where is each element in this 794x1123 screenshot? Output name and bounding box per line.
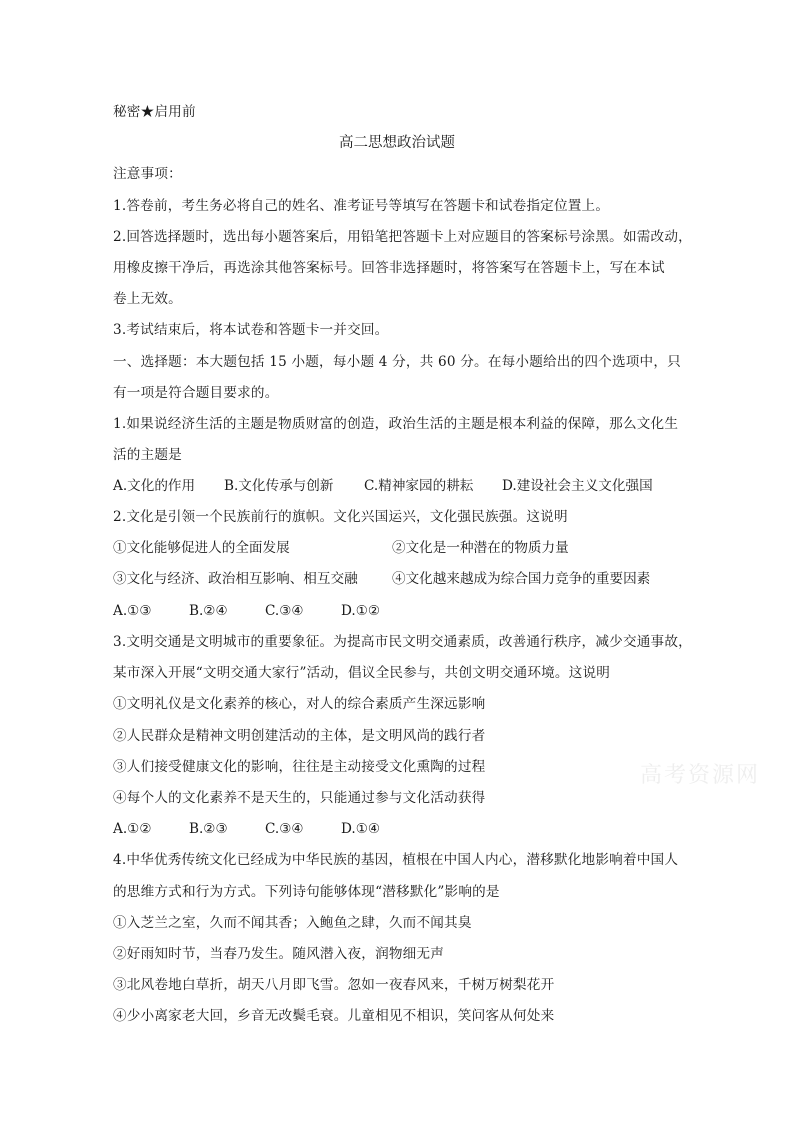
section-1-line-1: 一、选择题：本大题包括 15 小题，每小题 4 分，共 60 分。在每小题给出的四个选项中，只	[113, 354, 681, 370]
q4-stem-line-2: 的思维方式和行为方式。下列诗句能够体现“潜移默化”影响的是	[113, 884, 500, 900]
section-1-line-2: 有一项是符合题目要求的。	[113, 385, 279, 401]
q3-statement-2: ②人民群众是精神文明创建活动的主体，是文明风尚的践行者	[113, 728, 486, 744]
q3-option-c: C.③④	[265, 821, 304, 837]
note-3: 3.考试结束后，将本试卷和答题卡一并交回。	[113, 322, 389, 338]
q3-option-b: B.②③	[189, 821, 228, 837]
q4-stem-line-1: 4.中华优秀传统文化已经成为中华民族的基因，植根在中国人内心，潜移默化地影响着中国人	[113, 852, 679, 868]
q3-statement-4: ④每个人的文化素养不是天生的，只能通过参与文化活动获得	[113, 790, 486, 806]
q2-option-d: D.①②	[341, 603, 381, 619]
q2-option-b: B.②④	[189, 603, 228, 619]
note-2-line-3: 卷上无效。	[113, 291, 182, 307]
secret-label: 秘密★启用前	[113, 104, 196, 120]
q3-stem-line-1: 3.文明交通是文明城市的重要象征。为提高市民文明交通素质，改善通行秩序，减少交通事故，	[113, 634, 692, 650]
q1-option-a: A.文化的作用	[113, 478, 196, 494]
q4-statement-2: ②好雨知时节，当春乃发生。随风潜入夜，润物细无声	[113, 946, 445, 962]
q2-stem: 2.文化是引领一个民族前行的旗帜。文化兴国运兴，文化强民族强。这说明	[113, 509, 568, 525]
q2-statement-2: ②文化是一种潜在的物质力量	[392, 540, 569, 556]
q3-option-d: D.①④	[341, 821, 381, 837]
q1-option-b: B.文化传承与创新	[224, 478, 334, 494]
page-title: 高二思想政治试题	[339, 135, 455, 151]
q3-statement-1: ①文明礼仪是文化素养的核心，对人的综合素质产生深远影响	[113, 696, 486, 712]
q2-option-a: A.①③	[113, 603, 152, 619]
note-1: 1.答卷前，考生务必将自己的姓名、准考证号等填写在答题卡和试卷指定位置上。	[113, 198, 610, 214]
notes-heading: 注意事项：	[113, 166, 182, 182]
q2-option-c: C.③④	[265, 603, 304, 619]
q1-option-c: C.精神家园的耕耘	[364, 478, 474, 494]
q4-statement-4: ④少小离家老大回，乡音无改鬓毛衰。儿童相见不相识，笑问客从何处来	[113, 1008, 555, 1024]
note-2-line-2: 用橡皮擦干净后，再选涂其他答案标号。回答非选择题时，将答案写在答题卡上，写在本试	[113, 260, 665, 276]
q1-stem-line-1: 1.如果说经济生活的主题是物质财富的创造，政治生活的主题是根本利益的保障，那么文化生	[113, 416, 679, 432]
q2-statement-1: ①文化能够促进人的全面发展	[113, 540, 290, 556]
q3-statement-3: ③人们接受健康文化的影响，往往是主动接受文化熏陶的过程	[113, 759, 486, 775]
q4-statement-1: ①入芝兰之室，久而不闻其香；入鲍鱼之肆，久而不闻其臭	[113, 915, 472, 931]
q1-option-d: D.建设社会主义文化强国	[502, 478, 653, 494]
q2-statement-4: ④文化越来越成为综合国力竞争的重要因素	[392, 571, 651, 587]
note-2-line-1: 2.回答选择题时，选出每小题答案后，用铅笔把答题卡上对应题目的答案标号涂黑。如需改动，	[113, 229, 692, 245]
q3-option-a: A.①②	[113, 821, 152, 837]
q4-statement-3: ③北风卷地白草折，胡天八月即飞雪。忽如一夜春风来，千树万树梨花开	[113, 977, 555, 993]
q1-stem-line-2: 活的主题是	[113, 447, 182, 463]
q3-stem-line-2: 某市深入开展“文明交通大家行”活动，倡议全民参与，共创文明交通环境。这说明	[113, 665, 611, 681]
watermark: 高考资源网	[640, 763, 761, 788]
q2-statement-3: ③文化与经济、政治相互影响、相互交融	[113, 571, 358, 587]
